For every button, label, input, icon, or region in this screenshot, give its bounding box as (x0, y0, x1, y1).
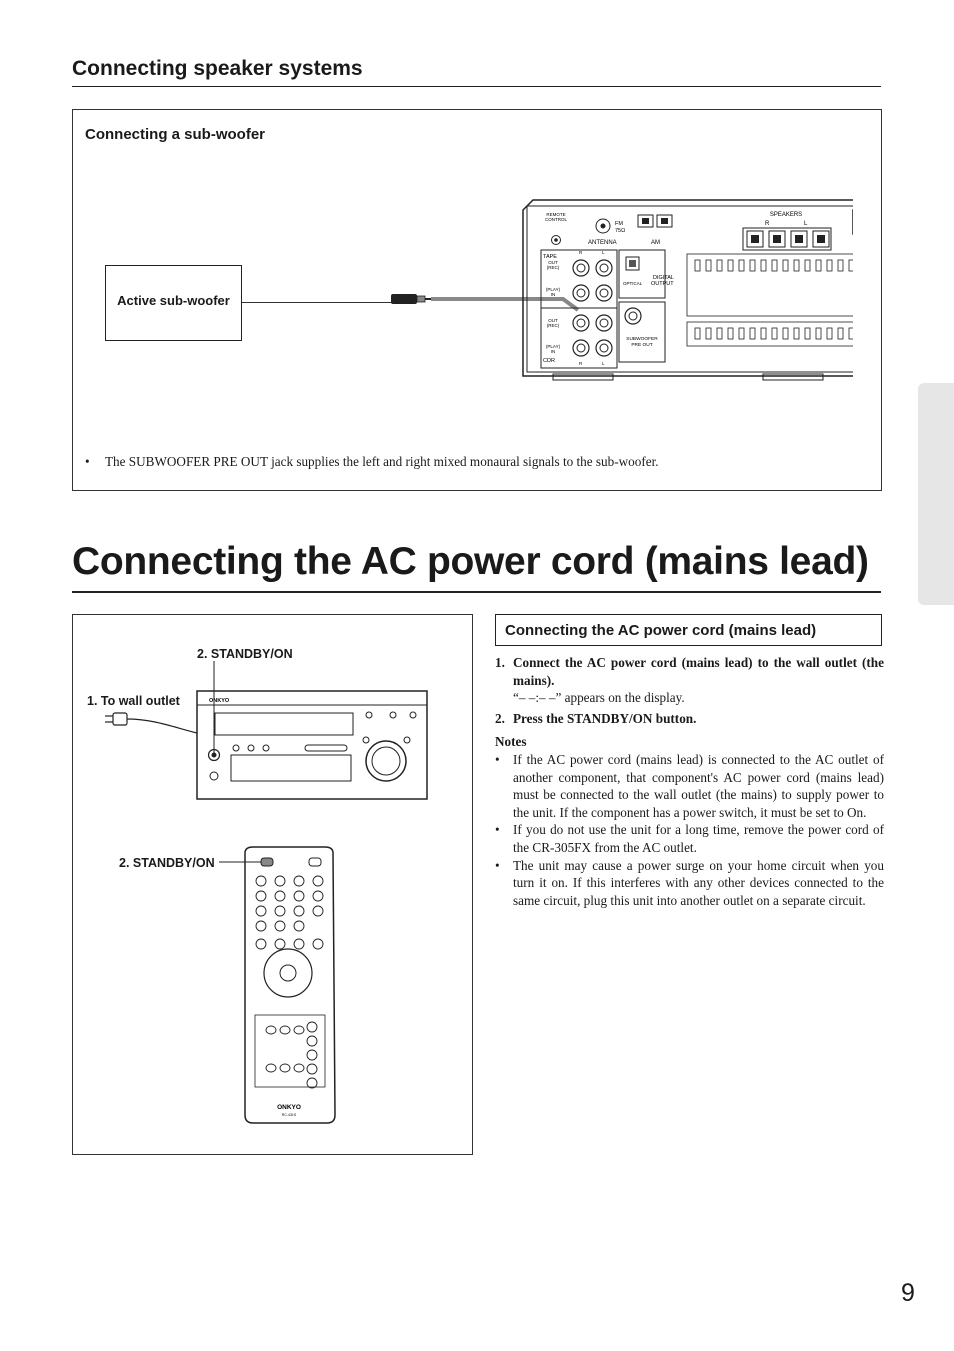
remote-control-icon (245, 847, 335, 1123)
cdr-l-label: L (602, 361, 605, 366)
remote-model-label: RC-431S (281, 1113, 297, 1117)
ac-cord-heading-box (495, 614, 882, 646)
remote-key (266, 1064, 276, 1072)
remote-control-label-1: REMOTE (546, 212, 566, 217)
speaker-r-label: R (765, 221, 770, 227)
remote-key (313, 939, 323, 949)
step-2 (495, 710, 884, 728)
vent-slot (717, 260, 722, 271)
optical-label: OPTICAL (623, 281, 643, 286)
remote-key (275, 876, 285, 886)
remote-key (294, 1026, 304, 1034)
page-number: 9 (901, 1279, 915, 1307)
remote-key (294, 939, 304, 949)
main-unit-icon (197, 691, 427, 799)
remote-key (280, 1026, 290, 1034)
vent-grille (687, 254, 853, 316)
remote-key (313, 876, 323, 886)
vent-grille (687, 322, 853, 346)
remote-key (294, 921, 304, 931)
side-tab (918, 383, 954, 605)
vent-slot (750, 328, 755, 339)
vent-slot (739, 328, 744, 339)
remote-key (256, 921, 266, 931)
play-in-1: (PLAY) (545, 287, 561, 292)
remote-key (307, 1064, 317, 1074)
step-1 (495, 654, 884, 707)
vent-slot (827, 328, 832, 339)
note-item: • If you do not use the unit for a long time, remove the power cord of the CR-305FX from the AC outlet. (495, 822, 884, 855)
subwoofer-heading: Connecting a sub-woofer (85, 126, 265, 143)
subwoofer-pre-out-1: SUBWOOFER (626, 337, 658, 342)
digital-output-label-2: OUTPUT (651, 281, 674, 287)
note-item: • If the AC power cord (mains lead) is connected to the AC outlet of another component, that component's AC power cord (mains lead) must be connected to the wall outlet (the mains) to supply power to the unit. If the component has a power switch, it must be set to On. (495, 751, 884, 820)
standby-label-remote: 2. STANDBY/ON (119, 856, 215, 870)
vent-slot (761, 328, 766, 339)
title-rule-2 (72, 591, 881, 593)
notes-heading: Notes (495, 734, 527, 750)
vent-slot (849, 260, 853, 271)
bullet: • (85, 454, 90, 469)
section-title-speaker-systems: Connecting speaker systems (72, 57, 363, 80)
vent-slot (783, 328, 788, 339)
title-rule (72, 86, 881, 87)
out-rec-2: OUT (548, 318, 558, 323)
subwoofer-cable (242, 302, 392, 303)
vent-slot (761, 260, 766, 271)
vent-slot (706, 260, 711, 271)
remote-key (256, 876, 266, 886)
vent-slot (695, 260, 700, 271)
steps-list (495, 654, 884, 727)
remote-key (256, 939, 266, 949)
vent-slot (838, 328, 843, 339)
power-figure-box (72, 614, 473, 1155)
remote-key (307, 1036, 317, 1046)
remote-key (256, 906, 266, 916)
step-1-detail: “– –:– –” appears on the display. (513, 690, 685, 706)
section-title-ac-power: Connecting the AC power cord (mains lead) (72, 540, 869, 583)
subwoofer-figure-box (72, 109, 882, 491)
vent-slot (816, 260, 821, 271)
vent-slot (728, 260, 733, 271)
digital-output-label-1: DIGITAL (653, 275, 674, 281)
play-in-2b: IN (550, 349, 556, 354)
remote-key (294, 891, 304, 901)
vent-slot (717, 328, 722, 339)
step-1-text: Connect the AC power cord (mains lead) to the wall outlet (the mains). (513, 655, 884, 688)
vent-slot (805, 260, 810, 271)
wall-outlet-label: 1. To wall outlet (87, 694, 180, 708)
tape-l-label: L (602, 250, 605, 255)
fm-label: FM (615, 221, 623, 227)
remote-key (280, 1064, 290, 1072)
vent-slot (728, 328, 733, 339)
cdr-label: CDR (543, 358, 555, 364)
vent-slot (772, 328, 777, 339)
remote-key (313, 906, 323, 916)
out-rec-1b: (REC) (546, 265, 560, 270)
vent-slot (783, 260, 788, 271)
vent-slot (794, 260, 799, 271)
step-2-num: 2. (495, 710, 505, 726)
vent-slot (695, 328, 700, 339)
remote-key (307, 1050, 317, 1060)
speaker-l-label: L (804, 221, 808, 227)
subwoofer-note-text: The SUBWOOFER PRE OUT jack supplies the left and right mixed monaural signals to the sub-woofer. (105, 454, 659, 469)
step-1-num: 1. (495, 655, 505, 670)
instructions (495, 654, 884, 909)
out-rec-1: OUT (548, 260, 558, 265)
am-label: AM (651, 240, 660, 246)
tape-label: TAPE (543, 254, 557, 260)
vent-slot (816, 328, 821, 339)
vent-slot (772, 260, 777, 271)
fm-ohm-label: 75Ω (615, 228, 626, 234)
vent-slot (706, 328, 711, 339)
plug-icon (105, 713, 197, 733)
subwoofer-pre-out-2: PRE OUT (631, 343, 653, 348)
vent-slot (827, 260, 832, 271)
vent-slot (794, 328, 799, 339)
play-in-2: (PLAY) (545, 344, 561, 349)
remote-key (307, 1022, 317, 1032)
power-figure-diagram (73, 615, 472, 1154)
rear-panel-diagram (383, 198, 853, 408)
ac-cord-heading: Connecting the AC power cord (mains lead) (505, 622, 817, 639)
remote-key (294, 1064, 304, 1072)
vent-slot (805, 328, 810, 339)
speakers-label: SPEAKERS (769, 212, 803, 218)
remote-key (256, 891, 266, 901)
vent-slot (838, 260, 843, 271)
remote-key (313, 891, 323, 901)
remote-key (307, 1078, 317, 1088)
antenna-label: ANTENNA (588, 240, 617, 246)
remote-key (275, 906, 285, 916)
unit-brand-label: ONKYO (209, 698, 230, 704)
cdr-r-label: R (579, 361, 583, 366)
active-subwoofer-box (105, 265, 242, 341)
active-subwoofer-label: Active sub-woofer (117, 293, 230, 308)
remote-key (275, 921, 285, 931)
remote-brand-label: ONKYO (277, 1104, 301, 1111)
play-in-1b: IN (550, 292, 556, 297)
remote-key (266, 1026, 276, 1034)
standby-label-top: 2. STANDBY/ON (197, 647, 293, 661)
vent-slot (739, 260, 744, 271)
vent-slot (750, 260, 755, 271)
remote-key (294, 906, 304, 916)
remote-control-label-2: CONTROL (544, 217, 568, 222)
remote-key (275, 939, 285, 949)
remote-key (275, 891, 285, 901)
notes-list (495, 751, 884, 909)
out-rec-2b: (REC) (546, 323, 560, 328)
remote-key (294, 876, 304, 886)
vent-slot (849, 328, 853, 339)
tape-r-label: R (579, 250, 583, 255)
note-item: • The unit may cause a power surge on your home circuit when you turn it on. If this interferes with any other devices connected to the same circuit, plug this unit into another outlet on a separate circuit. (495, 857, 884, 908)
step-2-text: Press the STANDBY/ON button. (513, 710, 697, 726)
